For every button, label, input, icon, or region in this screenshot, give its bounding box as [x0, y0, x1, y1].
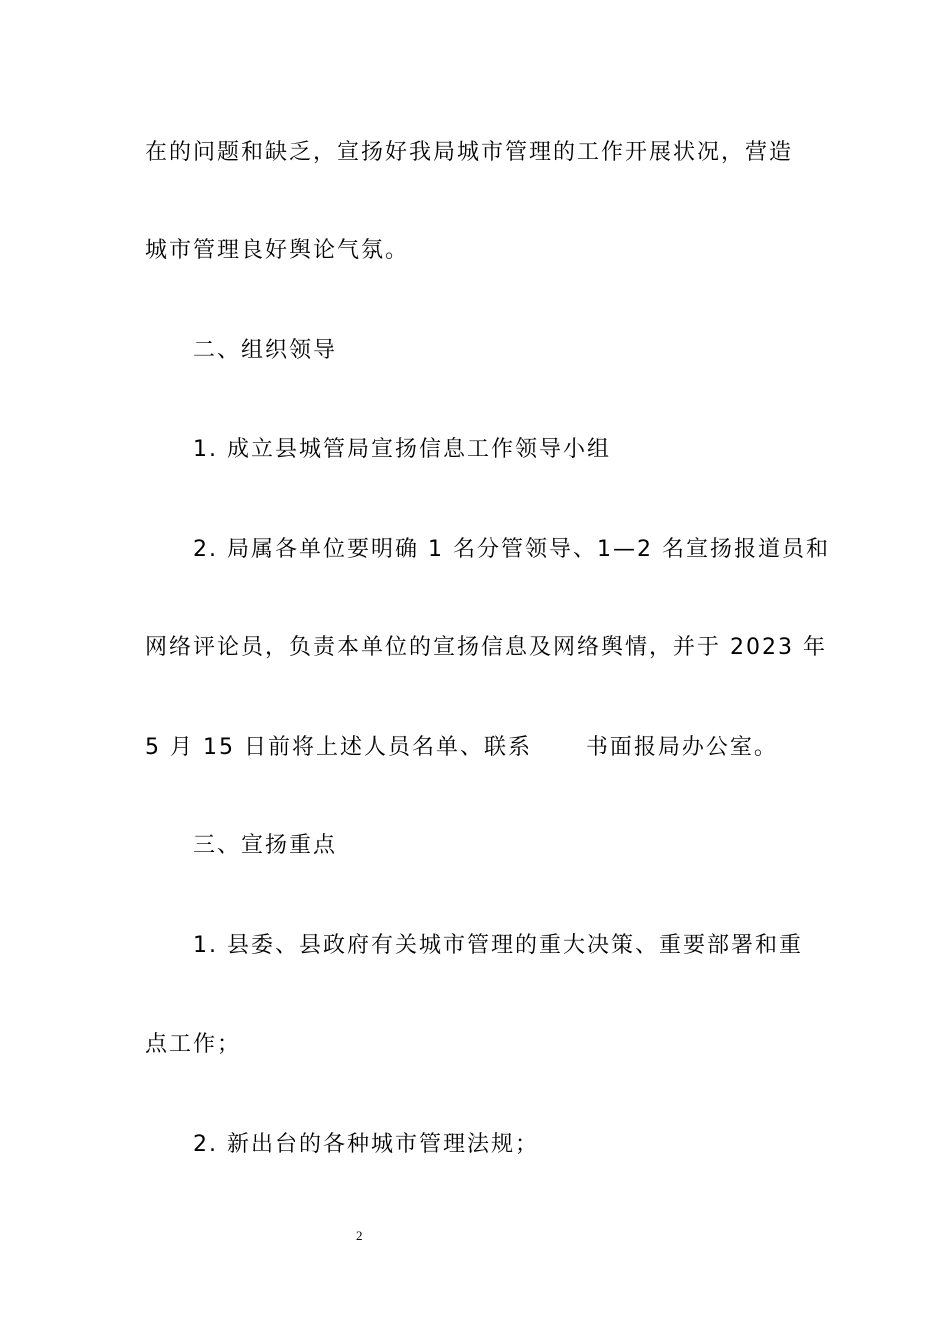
list-item: 2. 局属各单位要明确 1 名分管领导、1—2 名宣扬报道员和 — [193, 537, 830, 562]
paragraph-line: 网络评论员，负责本单位的宣扬信息及网络舆情，并于 2023 年 — [145, 635, 827, 660]
list-item: 2. 新出台的各种城市管理法规； — [193, 1132, 539, 1157]
paragraph-line: 城市管理良好舆论气氛。 — [145, 238, 410, 263]
paragraph-line: 点工作； — [145, 1032, 242, 1057]
list-item: 1. 成立县城管局宣扬信息工作领导小组 — [193, 437, 611, 462]
paragraph-line: 在的问题和缺乏，宣扬好我局城市管理的工作开展状况，营造 — [145, 140, 794, 165]
page-number: 2 — [356, 1228, 363, 1243]
paragraph-line: 5 月 15 日前将上述人员名单、联系 书面报局办公室。 — [145, 735, 778, 760]
section-heading: 三、宣扬重点 — [193, 833, 338, 858]
section-heading: 二、组织领导 — [193, 338, 338, 363]
list-item: 1. 县委、县政府有关城市管理的重大决策、重要部署和重 — [193, 933, 803, 958]
